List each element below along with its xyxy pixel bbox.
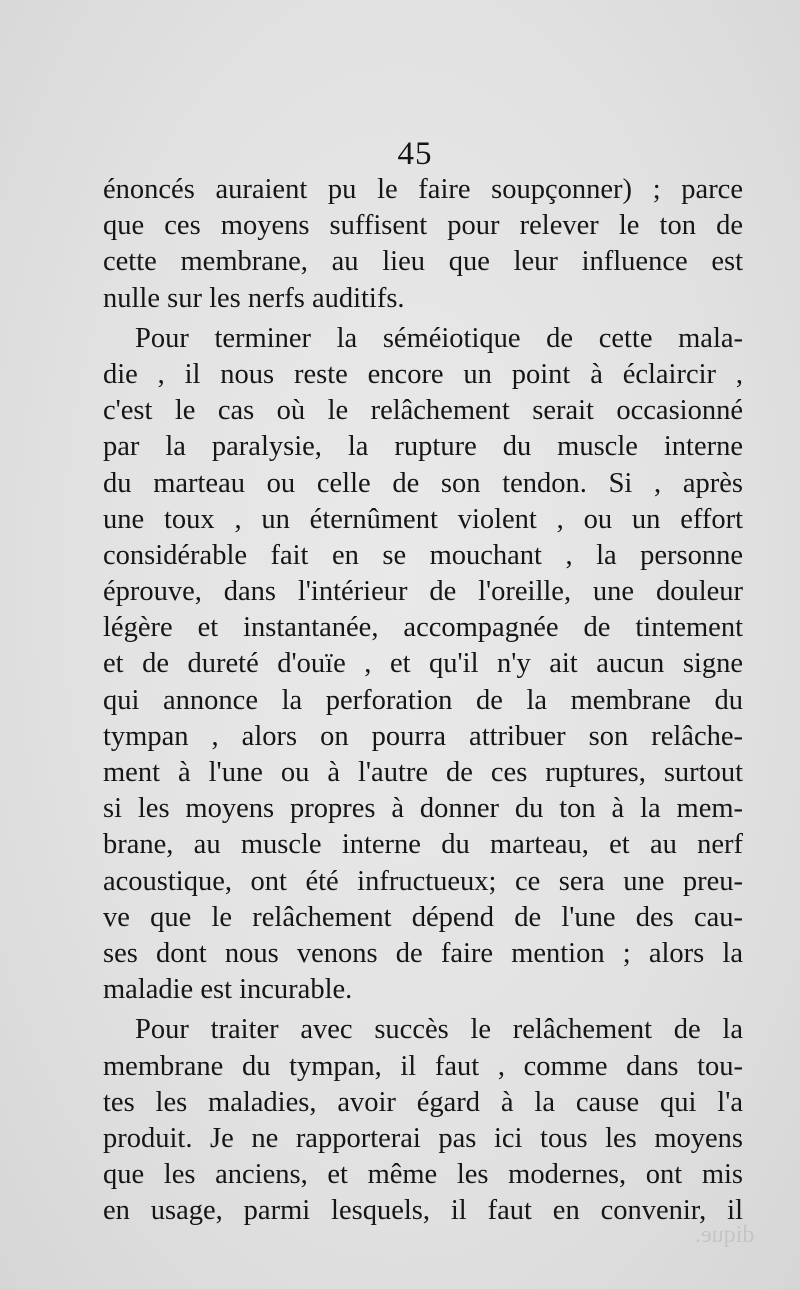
text-line: membrane du tympan, il faut , comme dans tou-	[103, 1050, 743, 1082]
text-line: ment à l'une ou à l'autre de ces ruptures, surtout	[103, 757, 743, 788]
text-line: Pour terminer la séméiotique de cette mala-	[135, 322, 743, 354]
text-line: en usage, parmi lesquels, il faut en convenir, il	[103, 1195, 743, 1227]
text-line: maladie est incurable.	[103, 974, 353, 1006]
text-line: qui annonce la perforation de la membrane du	[103, 684, 743, 716]
text-line: que ces moyens suffisent pour relever le ton de	[103, 210, 743, 242]
text-line: énoncés auraient pu le faire soupçonner) ; parce	[103, 174, 743, 205]
text-line: du marteau ou celle de son tendon. Si , après	[103, 467, 743, 499]
text-line: die , il nous reste encore un point à éclaircir ,	[103, 358, 743, 390]
page-number: 45	[397, 136, 433, 172]
text-line: ses dont nous venons de faire mention ; alors la	[103, 937, 743, 969]
text-line: si les moyens propres à donner du ton à la mem-	[103, 793, 743, 825]
body-text	[103, 172, 743, 1229]
paragraph	[103, 172, 743, 317]
text-line: ve que le relâchement dépend de l'une des cau-	[103, 901, 743, 933]
paragraph	[103, 321, 743, 1009]
text-line: nulle sur les nerfs auditifs.	[103, 282, 405, 314]
text-line: et de dureté d'ouïe , et qu'il n'y ait aucun signe	[103, 648, 743, 680]
show-through-text: dique.	[694, 1222, 754, 1248]
text-line: une toux , un éternûment violent , ou un effort	[103, 503, 743, 535]
text-line: par la paralysie, la rupture du muscle interne	[103, 431, 743, 463]
text-line: éprouve, dans l'intérieur de l'oreille, une douleur	[103, 576, 743, 608]
text-line: Pour traiter avec succès le relâchement de la	[135, 1014, 743, 1046]
text-line: c'est le cas où le relâchement serait occasionné	[103, 395, 743, 427]
text-line: produit. Je ne rapporterai pas ici tous les moyens	[103, 1122, 743, 1154]
text-line: tympan , alors on pourra attribuer son relâche-	[103, 720, 743, 752]
text-line: acoustique, ont été infructueux; ce sera une preu-	[103, 865, 743, 897]
text-line: considérable fait en se mouchant , la personne	[103, 539, 743, 571]
paragraph	[103, 1012, 743, 1229]
text-line: brane, au muscle interne du marteau, et au nerf	[103, 829, 743, 861]
text-line: cette membrane, au lieu que leur influence est	[103, 246, 743, 278]
text-line: tes les maladies, avoir égard à la cause qui l'a	[103, 1086, 743, 1118]
text-line: légère et instantanée, accompagnée de tintement	[103, 612, 743, 644]
text-line: que les anciens, et même les modernes, ont mis	[103, 1159, 743, 1191]
